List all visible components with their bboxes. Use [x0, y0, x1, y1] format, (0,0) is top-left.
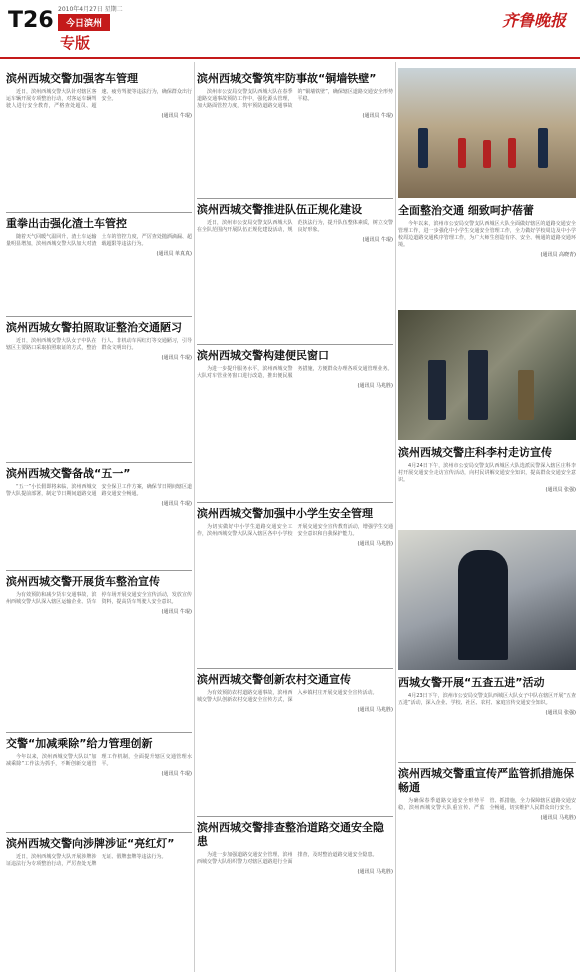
- article-credit: (通讯员 单真真): [156, 251, 192, 257]
- article-credit: (通讯员 高晓青): [540, 252, 576, 258]
- article-credit: (通讯员 牛琨): [161, 501, 192, 507]
- article-credit: (通讯员 张强): [545, 710, 576, 716]
- photo-village-visit: [398, 310, 576, 440]
- article-title: 滨州西城交警筑牢防事故“铜墙铁壁”: [197, 72, 377, 85]
- article: [6, 570, 192, 615]
- article-credit: (通讯员 马兆胜): [357, 541, 393, 547]
- article-title: 滨州西城交警向涉牌涉证“亮红灯”: [6, 837, 175, 850]
- figure-student: [458, 138, 466, 168]
- article-credit: (通讯员 张强): [545, 487, 576, 493]
- article-body: 为有效预防和减少货车交通事故，滨州西城交警大队深入辖区运输企业、货车停车场开展交通安全宣传活动，发放宣传资料，提高货车驾驶人安全意识。: [6, 592, 192, 605]
- section-label: 今日滨州: [58, 14, 110, 31]
- date-line: 2010年4月27日 星期二: [58, 6, 123, 13]
- article-body: 为切实做好中小学生道路交通安全工作，滨州西城交警大队深入辖区各中小学校开展交通安全宣传教育活动，增强学生交通安全意识和自我保护能力。: [197, 524, 393, 537]
- figure-policewoman: [458, 550, 508, 660]
- article: [197, 502, 393, 547]
- page-header: [0, 0, 580, 58]
- photo-policewoman: [398, 530, 576, 670]
- article: [6, 832, 192, 868]
- column-divider: [194, 62, 195, 972]
- article-title: 交警“加减乘除”给力管理创新: [6, 737, 153, 750]
- figure-officer: [418, 128, 428, 168]
- article-body: 为进一步加强道路交通安全管理，滨州西城交警大队组织警力对辖区道路进行全面排查，及时整治道路交通安全隐患。: [197, 852, 378, 865]
- figure-officer: [538, 128, 548, 168]
- article-title: 滨州西城交警排查整治道路交通安全隐患: [197, 821, 384, 848]
- article-credit: (通讯员 牛琨): [362, 237, 393, 243]
- article-title: 西城女警开展“五查五进”活动: [398, 676, 545, 689]
- article-credit: (通讯员 马兆胜): [540, 815, 576, 821]
- article: [197, 816, 393, 875]
- article-title: 重拳出击强化渣土车管控: [6, 217, 127, 230]
- article-credit: (通讯员 牛琨): [362, 113, 393, 119]
- article: [6, 462, 192, 507]
- article-title: 滨州西城交警创新农村交通宣传: [197, 673, 351, 686]
- article: [6, 732, 192, 777]
- figure-student: [483, 140, 491, 168]
- article-title: 滨州西城交警庄科李村走访宣传: [398, 446, 552, 459]
- figure-student: [508, 138, 516, 168]
- figure-officer: [428, 360, 446, 420]
- article-body: 4月24日下午，滨州市公安局交警支队西城区大队选派民警深入辖区庄科李村开展交通安全走访宣传活动，向村民讲解交通安全知识，提高群众交通安全意识。: [398, 463, 576, 483]
- section-subtitle: 专版: [60, 34, 91, 52]
- article-credit: (通讯员 牛琨): [161, 355, 192, 361]
- article-credit: (通讯员 牛琨): [161, 771, 192, 777]
- article-body: 近日，滨州西城交警大队针对辖区客运车辆开展专项整治行动，对客运车辆驾驶人进行安全教育，严格查处超员、超速、疲劳驾驶等违法行为，确保群众出行安全。: [6, 89, 192, 109]
- article-title: 滨州西城交警开展货车整治宣传: [6, 575, 160, 588]
- column-divider: [395, 62, 396, 972]
- article-title: 滨州西城交警备战“五一”: [6, 467, 131, 480]
- column-right: [398, 62, 576, 972]
- article: [6, 72, 192, 119]
- article: [398, 204, 576, 258]
- article-credit: (通讯员 马兆胜): [357, 869, 393, 875]
- article: [197, 198, 393, 243]
- article-body: 近日，滨州西城交警大队开展涉牌涉证违法行为专项整治行动，严厉查处无牌无证、假牌套牌等违法行为。: [6, 854, 167, 867]
- article: [6, 212, 192, 257]
- article-credit: (通讯员 牛琨): [161, 609, 192, 615]
- article-body: 为进一步提升服务水平，滨州西城交警大队对车管业务窗口进行改造，推出便民服务措施，方便群众办理各项交通管理业务。: [197, 366, 393, 379]
- article-title: 滨州西城交警推进队伍正规化建设: [197, 203, 362, 216]
- figure-villager: [518, 370, 534, 420]
- article: [398, 446, 576, 493]
- column-middle: [197, 62, 393, 972]
- article-body: 随着天气回暖气温回升，渣土车运输量明显增加，滨州西城交警大队加大对渣土车的管控力度，严厉查处抛洒滴漏、超载超限等违法行为。: [6, 234, 192, 247]
- article-body: 今年以来，滨州西城交警大队以“加减乘除”工作法为抓手，不断创新交通管理工作机制，全面提升辖区交通管理水平。: [6, 754, 192, 767]
- page-number: T26: [8, 8, 54, 33]
- article-credit: (通讯员 马兆胜): [357, 383, 393, 389]
- article-body: 滨州市公安局交警支队西城大队在春季道路交通事故预防工作中，强化源头管理，加大路面管控力度，筑牢预防道路交通事故的“铜墙铁壁”，确保辖区道路交通安全形势平稳。: [197, 89, 393, 109]
- column-left: [6, 62, 192, 972]
- figure-officer: [468, 350, 488, 420]
- article-title: 滨州西城交警加强客车管理: [6, 72, 138, 85]
- article-credit: (通讯员 马兆胜): [357, 707, 393, 713]
- article: [197, 668, 393, 713]
- newspaper-logo: 齐鲁晚报: [501, 11, 566, 30]
- article-credit: (通讯员 牛琨): [161, 113, 192, 119]
- article-body: 今年以来，滨州市公安局交警支队西城区大队全面做好辖区的道路交通安全管理工作，进一步强化中小学生交通安全管理工作，全力做好学校周边及中小学校周边道路交通秩序管理工作，为广大师生创造有序、安全、畅通的道路交通环境。: [398, 221, 576, 248]
- article-title: 滨州西城女警拍照取证整治交通陋习: [6, 321, 182, 334]
- article: [197, 344, 393, 389]
- article-title: 滨州西城交警加强中小学生安全管理: [197, 507, 373, 520]
- article-title: 全面整治交通 细致呵护蓓蕾: [398, 204, 534, 217]
- article-body: 4月23日下午，滨州市公安局交警支队西城区大队女子中队在辖区开展“五查五进”活动，深入企业、学校、社区、农村、家庭宣传交通安全知识。: [398, 693, 576, 706]
- article-title: 滨州西城交警重宣传严监管抓措施保畅通: [398, 767, 574, 794]
- article-body: 近日，滨州西城交警大队女子中队在辖区主要路口采取拍照取证的方式，整治行人、非机动车闯红灯等交通陋习，引导群众文明出行。: [6, 338, 192, 351]
- article: [6, 316, 192, 361]
- article-body: 为有效预防农村道路交通事故，滨州西城交警大队创新农村交通安全宣传方式，深入乡镇村庄开展交通安全宣传活动。: [197, 690, 378, 703]
- article: [197, 72, 393, 119]
- article: [398, 676, 576, 716]
- article-body: 为确保春季道路交通安全形势平稳，滨州西城交警大队重宣传、严监管、抓措施，全力保障辖区道路交通安全畅通，切实维护人民群众出行安全。: [398, 798, 576, 811]
- article: [398, 762, 576, 821]
- article-body: 近日，滨州市公安局交警支队西城大队在全队范围内开展队伍正规化建设活动，规范执法行为，提升队伍整体素质，树立交警良好形象。: [197, 220, 393, 233]
- article-title: 滨州西城交警构建便民窗口: [197, 349, 329, 362]
- photo-students-crossing: [398, 68, 576, 198]
- article-body: “五一”小长假即将来临，滨州西城交警大队提前部署，制定节日期间道路交通安全保卫工作方案，确保节日期间辖区道路交通安全畅通。: [6, 484, 192, 497]
- header-rule: [0, 57, 580, 59]
